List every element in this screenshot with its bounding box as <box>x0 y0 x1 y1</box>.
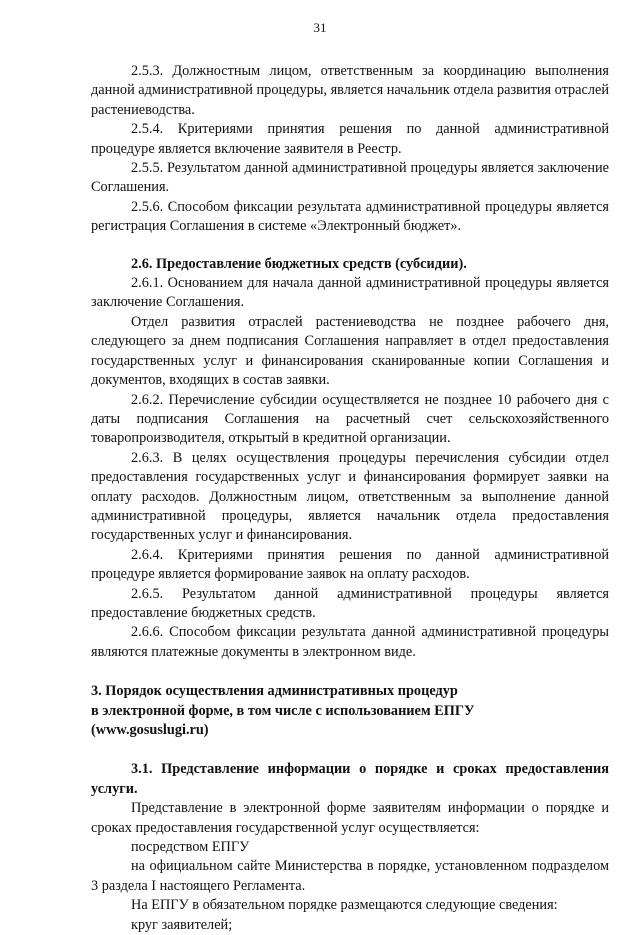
paragraph-2-6-3: 2.6.3. В целях осуществления процедуры перечисления субсидии отдел предоставления государственных услуг и финансирования формирует заявки на оплату расходов. Должностным лицом, ответственным за выполнение данной административной процедуры, является начальник отдела предоставления государственных услуг и финансирования. <box>91 449 609 544</box>
paragraph-3-1-epgu: посредством ЕПГУ <box>131 839 250 856</box>
section-3-heading-line-1: 3. Порядок осуществления административных процедур <box>91 683 458 700</box>
paragraph-2-5-6: 2.5.6. Способом фиксации результата административной процедуры является регистрация Соглашения в системе «Электронный бюджет». <box>91 198 609 235</box>
paragraph-2-5-3: 2.5.3. Должностным лицом, ответственным за координацию выполнения данной административной процедуры, является начальник отдела развития отраслей растениеводства. <box>91 63 609 118</box>
paragraph-2-5-4: 2.5.4. Критериями принятия решения по данной административной процедуре является включение заявителя в Реестр. <box>91 121 609 157</box>
paragraph-3-1-info: На ЕПГУ в обязательном порядке размещаются следующие сведения: <box>131 897 558 914</box>
paragraph-3-1-applicants: круг заявителей; <box>131 916 233 933</box>
heading-2-6: 2.6. Предоставление бюджетных средств (субсидии). <box>131 255 467 272</box>
section-3-heading-line-3: (www.gosuslugi.ru) <box>91 722 209 738</box>
paragraph-2-6-5: 2.6.5. Результатом данной административной процедуры является предоставление бюджетных средств. <box>91 585 609 621</box>
paragraph-2-5-5: 2.5.5. Результатом данной административной процедуры является заключение Соглашения. <box>91 160 609 196</box>
page-number: 31 <box>313 20 327 35</box>
paragraph-2-6-1-detail: Отдел развития отраслей растениеводства не позднее рабочего дня, следующего за днем подписания Соглашения направляет в отдел предоставления государственных услуг и финансирования сканированные копии Соглашения и документов, входящих в состав заявки. <box>91 313 609 389</box>
document-body <box>91 62 609 935</box>
paragraph-2-6-2: 2.6.2. Перечисление субсидии осуществляется не позднее 10 рабочего дня с даты подписания Соглашения на расчетный счет сельскохозяйственного товаропроизводителя, открытый в кредитной организации. <box>91 391 609 447</box>
paragraph-3-1-site: на официальном сайте Министерства в порядке, установленном подразделом 3 раздела I настоящего Регламента. <box>91 858 609 894</box>
paragraph-3-1-intro: Представление в электронной форме заявителям информации о порядке и сроках предоставления государственной услуг осуществляется: <box>91 800 609 836</box>
paragraph-2-6-6: 2.6.6. Способом фиксации результата данной административной процедуры являются платежные документы в электронном виде. <box>91 624 609 660</box>
heading-3-1: 3.1. Представление информации о порядке и сроках предоставления услуги. <box>91 761 609 797</box>
paragraph-2-6-1: 2.6.1. Основанием для начала данной административной процедуры является заключение Соглашения. <box>91 275 609 311</box>
section-3-heading-line-2: в электронной форме, в том числе с использованием ЕПГУ <box>91 702 475 719</box>
paragraph-2-6-4: 2.6.4. Критериями принятия решения по данной административной процедуре является формирование заявок на оплату расходов. <box>91 546 609 583</box>
